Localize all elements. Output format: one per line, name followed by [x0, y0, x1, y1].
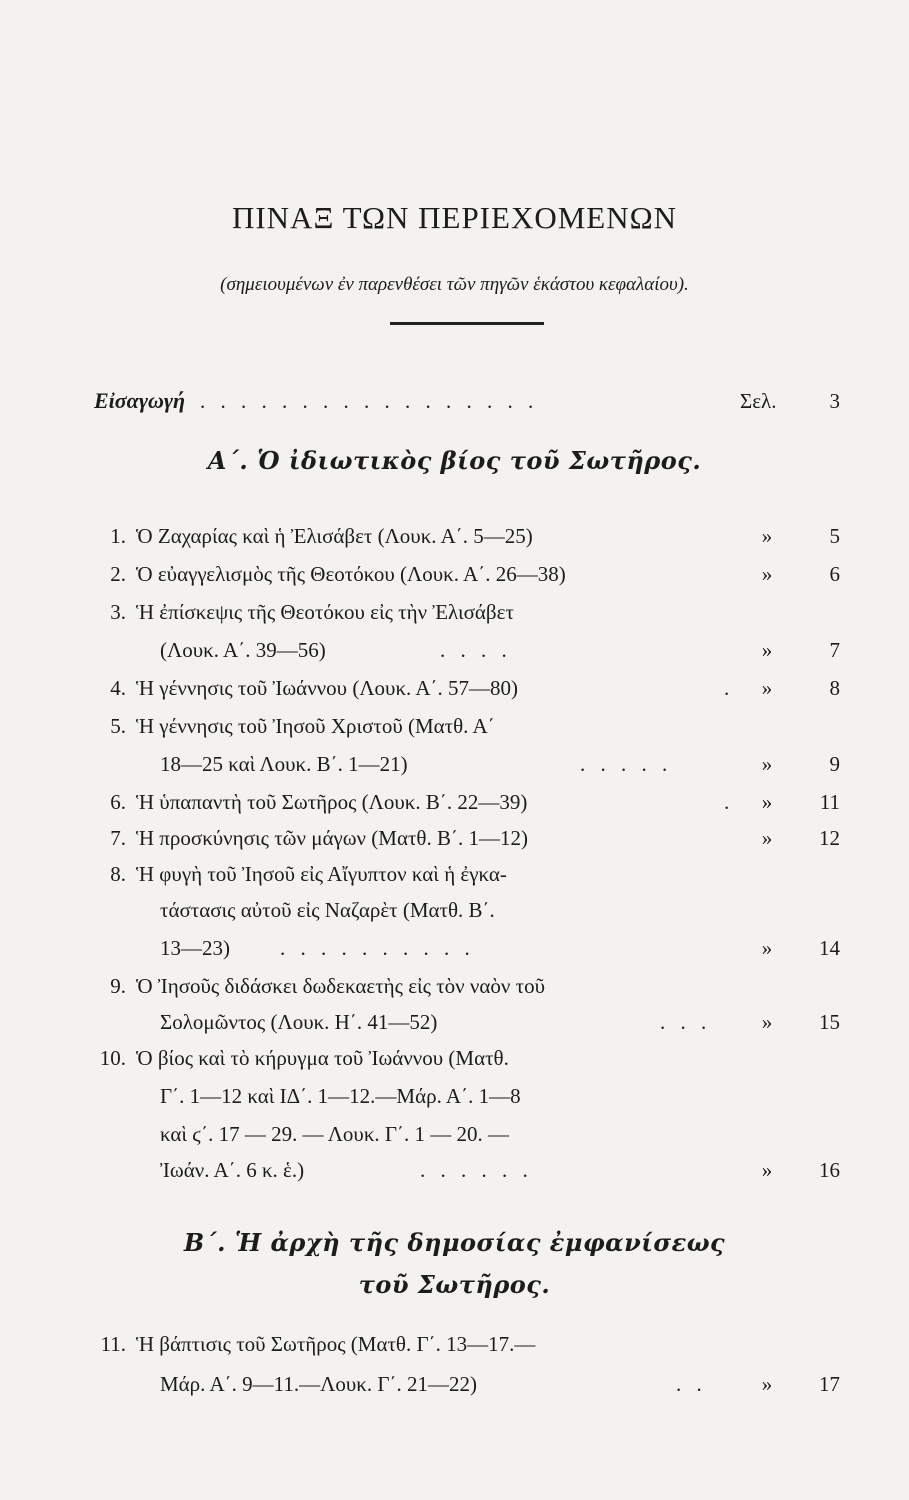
toc-entry-continuation	[0, 632, 909, 668]
entry-text: καὶ ϛ΄. 17 — 29. — Λουκ. Γ΄. 1 — 20. —	[160, 1122, 510, 1146]
entry-dots: .	[724, 790, 735, 814]
entry-text: Ἡ βάπτισις τοῦ Σωτῆρος (Ματθ. Γ΄. 13—17.—	[136, 1332, 536, 1356]
entry-number: 6.	[110, 790, 126, 814]
section-b-heading-line-1: Β΄. Ἡ ἀρχὴ τῆς δημοσίας ἐμφανίσεως	[183, 1228, 726, 1257]
intro-label: Εἰσαγωγή	[94, 388, 186, 413]
entry-dots: . .	[676, 1372, 707, 1396]
entry-ditto: »	[761, 1158, 773, 1182]
entry-text: Ὁ Ζαχαρίας καὶ ἡ Ἐλισάβετ (Λουκ. Α΄. 5—25)	[136, 524, 533, 548]
entry-number: 11.	[100, 1332, 126, 1356]
entry-text: Μάρ. Α΄. 9—11.—Λουκ. Γ΄. 21—22)	[160, 1372, 477, 1396]
entry-text: Ἰωάν. Α΄. 6 κ. ἑ.)	[160, 1158, 305, 1182]
entry-ditto: »	[761, 752, 773, 776]
toc-intro	[0, 383, 909, 419]
toc-entry-continuation	[0, 1078, 909, 1114]
toc-entry	[0, 1040, 909, 1076]
entry-page: 5	[829, 524, 840, 548]
toc-entry	[0, 594, 909, 630]
entry-number: 8.	[110, 862, 126, 886]
entry-page: 11	[819, 790, 840, 814]
entry-text: Ἡ φυγὴ τοῦ Ἰησοῦ εἰς Αἴγυπτον καὶ ἡ ἐγκα-	[136, 862, 507, 886]
entry-number: 3.	[110, 600, 126, 624]
toc-entry	[0, 556, 909, 592]
entry-text: (Λουκ. Α΄. 39—56)	[160, 638, 326, 662]
intro-page: 3	[829, 389, 840, 413]
toc-entry-continuation	[0, 746, 909, 782]
entry-text: Ἡ προσκύνησις τῶν μάγων (Ματθ. Β΄. 1—12)	[136, 826, 528, 850]
section-b-heading-line-2: τοῦ Σωτῆρος.	[358, 1270, 551, 1299]
toc-entry-continuation	[0, 1116, 909, 1152]
toc-entry	[0, 1326, 909, 1362]
title-rule	[390, 322, 544, 325]
toc-entry	[0, 670, 909, 706]
entry-page: 17	[819, 1372, 840, 1396]
toc-entry	[0, 856, 909, 892]
entry-number: 9.	[110, 974, 126, 998]
entry-text: Ὁ εὐαγγελισμὸς τῆς Θεοτόκου (Λουκ. Α΄. 26—38)	[136, 562, 566, 586]
entry-dots: . . .	[660, 1010, 712, 1034]
entry-text: Σολομῶντος (Λουκ. Η΄. 41—52)	[160, 1010, 438, 1034]
toc-entry	[0, 968, 909, 1004]
section-a-heading: Α΄. Ὁ ἰδιωτικὸς βίος τοῦ Σωτῆρος.	[207, 446, 702, 475]
page-title: ΠΙΝΑΞ ΤΩΝ ΠΕΡΙΕΧΟΜΕΝΩΝ	[231, 200, 678, 235]
page-subtitle: (σημειουμένων ἐν παρενθέσει τῶν πηγῶν ἑκάστου κεφαλαίου).	[220, 274, 689, 295]
entry-text: Ἡ γέννησις τοῦ Ἰησοῦ Χριστοῦ (Ματθ. Α΄	[136, 714, 495, 738]
entry-ditto: »	[761, 638, 773, 662]
entry-ditto: »	[761, 936, 773, 960]
toc-entry-continuation	[0, 1366, 909, 1402]
entry-ditto: »	[761, 676, 773, 700]
entry-text: Ἡ ὑπαπαντὴ τοῦ Σωτῆρος (Λουκ. Β΄. 22—39)	[136, 790, 528, 814]
intro-sel-label: Σελ.	[740, 389, 777, 413]
entry-number: 2.	[110, 562, 126, 586]
toc-entry	[0, 784, 909, 820]
toc-entry-continuation	[0, 1152, 909, 1188]
entry-number: 1.	[110, 524, 126, 548]
entry-number: 10.	[99, 1046, 126, 1070]
entry-text: 18—25 καὶ Λουκ. Β΄. 1—21)	[160, 752, 408, 776]
entry-dots: . . . .	[440, 638, 512, 662]
toc-entry-continuation	[0, 930, 909, 966]
entry-page: 9	[829, 752, 840, 776]
entry-text: Ὁ Ἰησοῦς διδάσκει δωδεκαετὴς εἰς τὸν ναὸν τοῦ	[136, 974, 545, 998]
entry-page: 7	[829, 638, 840, 662]
entry-ditto: »	[761, 790, 773, 814]
entry-number: 4.	[110, 676, 126, 700]
toc-entry-continuation	[0, 1004, 909, 1040]
entry-page: 16	[819, 1158, 840, 1182]
entry-dots: . . . . . .	[420, 1158, 533, 1182]
entry-dots: .	[724, 676, 735, 700]
toc-entry	[0, 518, 909, 554]
toc-entry	[0, 820, 909, 856]
entry-text: Ἡ ἐπίσκεψις τῆς Θεοτόκου εἰς τὴν Ἐλισάβετ	[136, 600, 514, 624]
entry-number: 7.	[110, 826, 126, 850]
entry-dots: . . . . .	[580, 752, 673, 776]
entry-text: τάστασις αὐτοῦ εἰς Ναζαρὲτ (Ματθ. Β΄.	[160, 898, 495, 922]
entry-dots: . . . . . . . . . .	[280, 936, 475, 960]
entry-page: 12	[819, 826, 840, 850]
entry-text: 13—23)	[160, 936, 230, 960]
entry-page: 8	[829, 676, 840, 700]
entry-text: Ἡ γέννησις τοῦ Ἰωάννου (Λουκ. Α΄. 57—80)	[136, 676, 519, 700]
intro-dots: . . . . . . . . . . . . . . . . .	[200, 389, 539, 413]
entry-text: Γ΄. 1—12 καὶ ΙΔ΄. 1—12.—Μάρ. Α΄. 1—8	[160, 1084, 521, 1108]
entry-number: 5.	[110, 714, 126, 738]
entry-page: 15	[819, 1010, 840, 1034]
entry-text: Ὁ βίος καὶ τὸ κήρυγμα τοῦ Ἰωάννου (Ματθ.	[136, 1046, 509, 1070]
entry-ditto: »	[761, 826, 773, 850]
entry-ditto: »	[761, 1372, 773, 1396]
entry-ditto: »	[761, 524, 773, 548]
entry-page: 6	[829, 562, 840, 586]
toc-entry	[0, 708, 909, 744]
entry-page: 14	[819, 936, 840, 960]
entry-ditto: »	[761, 1010, 773, 1034]
toc-entry-continuation	[0, 892, 909, 928]
entry-ditto: »	[761, 562, 773, 586]
